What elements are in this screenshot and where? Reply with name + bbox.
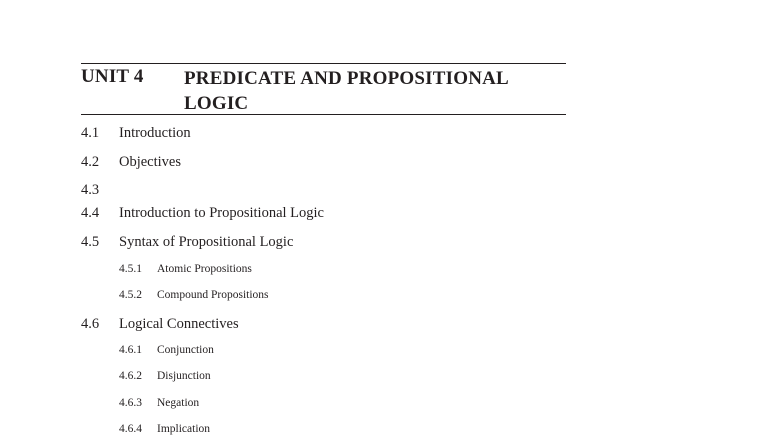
unit-label: UNIT 4 (81, 66, 144, 87)
toc-item-number: 4.6 (81, 316, 100, 332)
unit-title: PREDICATE AND PROPOSITIONAL LOGIC (184, 68, 508, 114)
toc-item-number: 4.3 (81, 182, 100, 198)
toc-subitem-title: Compound Propositions (157, 289, 269, 301)
toc-item-title: Objectives (119, 154, 182, 170)
toc-item-number: 4.1 (81, 125, 100, 141)
header-bottom-rule (81, 114, 566, 115)
toc-subitem-title: Disjunction (157, 370, 211, 382)
toc-item-number: 4.2 (81, 154, 100, 170)
toc-subitem-title: Negation (157, 397, 200, 409)
toc-item-title: Logical Connectives (119, 316, 239, 332)
toc-subitem-number: 4.6.3 (119, 397, 142, 409)
toc-item-title: Syntax of Propositional Logic (119, 234, 294, 250)
header-top-rule (81, 63, 566, 64)
toc-subitem-title: Atomic Propositions (157, 263, 252, 275)
toc-item-title: Introduction to Propositional Logic (119, 205, 324, 221)
toc-item-title: Introduction (119, 125, 191, 141)
toc-item-number: 4.4 (81, 205, 100, 221)
toc-subitem-title: Conjunction (157, 344, 214, 356)
toc-subitem-number: 4.6.1 (119, 344, 142, 356)
toc-item-number: 4.5 (81, 234, 100, 250)
toc-subitem-number: 4.5.1 (119, 263, 142, 275)
toc-subitem-number: 4.5.2 (119, 289, 142, 301)
toc-subitem-number: 4.6.4 (119, 423, 142, 435)
toc-subitem-number: 4.6.2 (119, 370, 142, 382)
toc-subitem-title: Implication (157, 423, 211, 435)
